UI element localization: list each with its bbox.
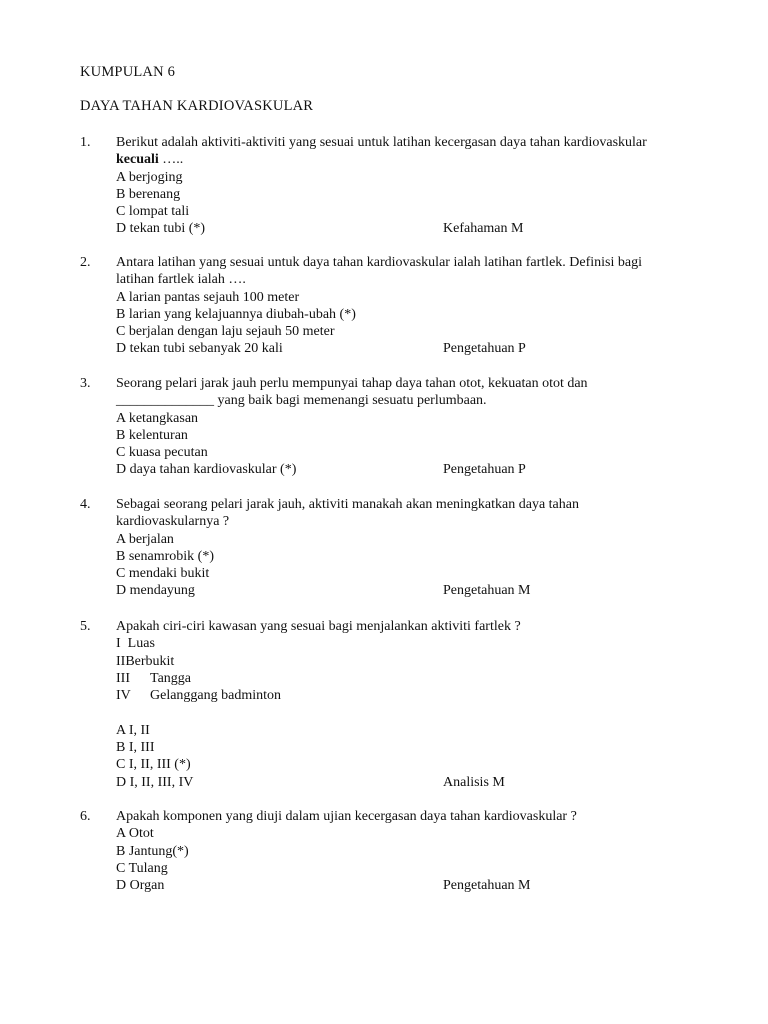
statement-label: IV [116, 688, 131, 704]
question-stem: Sebagai seorang pelari jarak jauh, aktiviti manakah akan meningkatkan daya tahan [116, 497, 579, 512]
question-number: 2. [80, 255, 91, 270]
option-d-row [116, 582, 700, 599]
option-b: B larian yang kelajuannya diubah-ubah (*) [116, 306, 356, 322]
statement-label: II [116, 653, 126, 669]
option-d: D tekan tubi (*) [116, 221, 206, 237]
option-d: D I, II, III, IV [116, 774, 194, 790]
cognitive-level: Pengetahuan P [443, 341, 526, 357]
option-a: A Otot [116, 826, 154, 842]
statement-text: Berbukit [125, 653, 175, 669]
question-6 [80, 808, 700, 894]
option-d: D tekan tubi sebanyak 20 kali [116, 341, 283, 357]
question-2 [80, 254, 700, 358]
option-c: C I, II, III (*) [116, 757, 191, 773]
statement-text: Gelanggang badminton [150, 688, 282, 704]
question-stem: Berikut adalah aktiviti-aktiviti yang sesuai untuk latihan kecergasan daya tahan kardiovaskular [116, 135, 647, 150]
question-stem: Seorang pelari jarak jauh perlu mempunyai tahap daya tahan otot, kekuatan otot dan [116, 376, 588, 391]
option-d-row [116, 220, 700, 237]
option-d: D daya tahan kardiovaskular (*) [116, 462, 297, 478]
question-1 [80, 134, 700, 238]
group-title: KUMPULAN 6 [80, 64, 176, 80]
statement-text: Luas [127, 636, 155, 652]
option-d: D Organ [116, 878, 165, 894]
statement-3 [116, 670, 700, 687]
option-d-row [116, 774, 700, 791]
cognitive-level: Pengetahuan P [443, 462, 526, 478]
option-d-row [116, 877, 700, 894]
question-stem-line-2: kardiovaskularnya ? [116, 514, 230, 530]
option-b: B I, III [116, 740, 155, 756]
option-b: B kelenturan [116, 427, 188, 443]
option-a: A I, II [116, 722, 150, 738]
option-d-row [116, 461, 700, 478]
statement-2 [116, 653, 700, 670]
cognitive-level: Pengetahuan M [443, 583, 531, 599]
option-c: C mendaki bukit [116, 566, 210, 582]
cognitive-level: Analisis M [443, 774, 505, 790]
option-c: C lompat tali [116, 204, 190, 220]
option-a: A berjalan [116, 531, 174, 547]
option-a: A berjoging [116, 169, 183, 185]
emphasis-word: kecuali [116, 152, 159, 168]
option-b: B berenang [116, 186, 181, 202]
question-3 [80, 375, 700, 479]
option-c: C Tulang [116, 860, 168, 876]
question-stem-line-2: ______________ yang baik bagi memenangi sesuatu perlumbaan. [116, 393, 487, 409]
statement-1 [116, 635, 700, 652]
question-stem: Apakah ciri-ciri kawasan yang sesuai bagi menjalankan aktiviti fartlek ? [116, 619, 521, 634]
question-number: 5. [80, 619, 91, 634]
cognitive-level: Kefahaman M [443, 221, 524, 237]
stem-ellipsis: ….. [158, 152, 184, 168]
spacer [116, 704, 700, 721]
question-number: 4. [80, 497, 91, 512]
option-c: C berjalan dengan laju sejauh 50 meter [116, 324, 335, 340]
question-stem: Apakah komponen yang diuji dalam ujian kecergasan daya tahan kardiovaskular ? [116, 809, 577, 824]
question-number: 3. [80, 376, 91, 391]
question-4 [80, 496, 700, 600]
statement-4 [116, 687, 700, 704]
statement-label: I [116, 636, 121, 652]
option-a: A ketangkasan [116, 410, 199, 426]
option-c: C kuasa pecutan [116, 445, 208, 461]
statement-text: Tangga [150, 670, 192, 686]
question-stem: Antara latihan yang sesuai untuk daya tahan kardiovaskular ialah latihan fartlek. Definisi bagi [116, 255, 642, 270]
question-5 [80, 618, 700, 791]
cognitive-level: Pengetahuan M [443, 878, 531, 894]
statement-label: III [116, 670, 130, 686]
option-a: A larian pantas sejauh 100 meter [116, 289, 300, 305]
option-b: B Jantung(*) [116, 843, 189, 859]
topic-title: DAYA TAHAN KARDIOVASKULAR [80, 98, 314, 114]
option-d: D mendayung [116, 583, 195, 599]
option-b: B senamrobik (*) [116, 548, 214, 564]
question-stem-end [116, 151, 700, 168]
question-number: 1. [80, 135, 91, 150]
question-number: 6. [80, 809, 91, 824]
question-stem-line-2: latihan fartlek ialah …. [116, 272, 246, 288]
option-d-row [116, 340, 700, 357]
